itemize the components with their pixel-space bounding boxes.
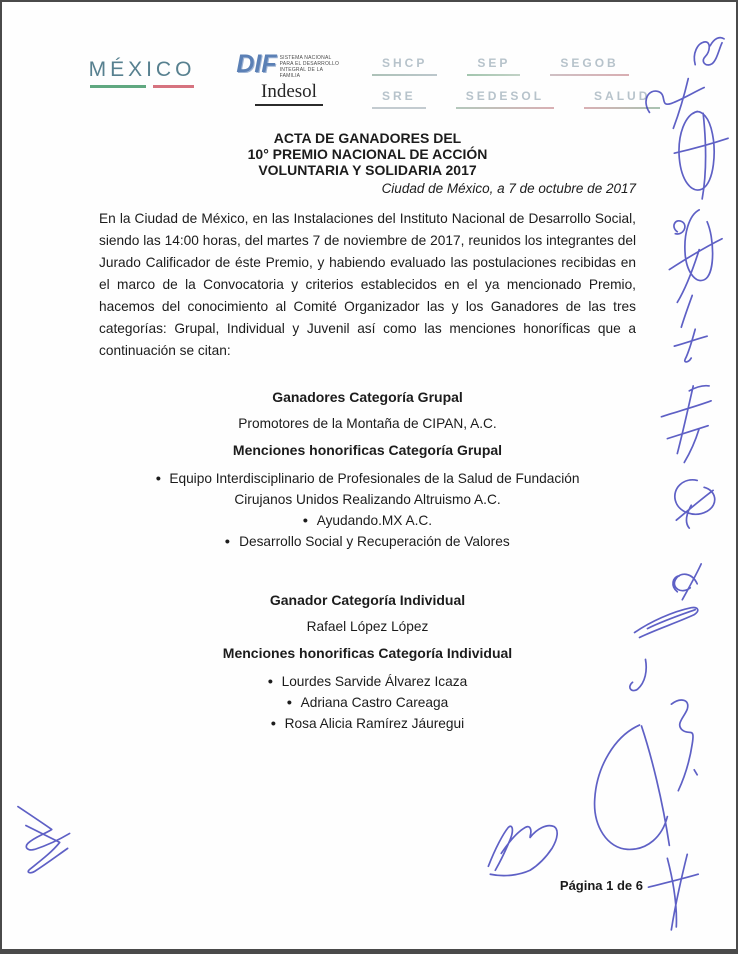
heading-ganadores-grupal: Ganadores Categoría Grupal [272, 389, 463, 405]
logo-segob-text: SEGOB [560, 56, 619, 70]
logo-sedesol-text: SEDESOL [465, 89, 545, 103]
mentions-list-individual [99, 671, 636, 734]
mention-text: Desarrollo Social y Recuperación de Valores [239, 534, 510, 549]
dif-tagline-line: PARA EL DESARROLLO [279, 61, 340, 67]
signature-crossed-f-icon [661, 386, 711, 463]
title-line-2: 10° PREMIO NACIONAL DE ACCIÓN [247, 146, 488, 162]
mention-item [99, 692, 636, 713]
bullet-icon: • [302, 512, 308, 529]
document-content [99, 2, 636, 734]
heading-menciones-individual: Menciones honorificas Categoría Individual [222, 645, 513, 661]
bullet-icon: • [286, 694, 292, 711]
mention-item [99, 713, 636, 734]
mention-text: Adriana Castro Careaga [300, 695, 449, 710]
logo-sep-text: SEP [477, 56, 511, 70]
mention-item [99, 510, 636, 531]
bullet-icon: • [225, 533, 231, 550]
mexico-logo-text: MÉXICO [88, 58, 196, 81]
logo-salud-text: SALUD [594, 89, 651, 103]
signature-d-loop-icon [675, 480, 715, 528]
bullet-icon: • [267, 673, 273, 690]
mention-item [129, 468, 607, 510]
dif-tagline-line: SISTEMA NACIONAL [279, 55, 332, 61]
page-number: Página 1 de 6 [559, 878, 643, 893]
signature-z-squiggle-icon [671, 700, 697, 791]
logo-shcp-text: SHCP [382, 56, 428, 70]
indesol-logo-text: Indesol [255, 81, 323, 106]
signature-initials-top-right-icon [694, 38, 724, 65]
dateline: Ciudad de México, a 7 de octubre de 2017 [381, 181, 636, 196]
signature-small-d-icon [673, 564, 701, 600]
mentions-list-grupal [99, 468, 636, 552]
winner-individual: Rafael López López [306, 619, 429, 634]
mention-text: Rosa Alicia Ramírez Jáuregui [284, 716, 465, 731]
signature-tail-stroke-icon [681, 295, 692, 327]
signature-tall-ellipse-icon [674, 111, 728, 199]
mention-text: Ayudando.MX A.C. [316, 513, 433, 528]
signature-crossed-a-bottom-icon [648, 854, 698, 930]
mention-text: Lourdes Sarvide Álvarez Icaza [281, 674, 468, 689]
body-paragraph: En la Ciudad de México, en las Instalaciones del Instituto Nacional de Desarrollo Social, siendo las 14:00 horas, del martes 7 de noviembre de 2017, reunidos los integrantes del Jurado Calificador de éste Premio, y habiendo evaluado las postulaciones recibidas en el marco de la Convocatoria y criterios establecidos en el ya mencionado Premio, hacemos del conocimiento al Comité Organizador las y los Ganadores de las tres categorías: Grupal, Individual y Juvenil así como las menciones honoríficas que a continuación se citan: [99, 211, 636, 358]
dif-logo-text: DIF [236, 50, 277, 78]
document-title [99, 130, 636, 178]
mention-text: Equipo Interdisciplinario de Profesionales de la Salud de Fundación Cirujanos Unidos Realizando Altruismo A.C. [169, 471, 580, 507]
heading-menciones-grupal: Menciones honorificas Categoría Grupal [232, 442, 503, 458]
title-line-1: ACTA DE GANADORES DEL [273, 130, 462, 146]
signature-plus-mark-icon [674, 329, 707, 362]
title-line-3: VOLUNTARIA Y SOLIDARIA 2017 [258, 162, 477, 178]
signature-lower-ellipse-icon [669, 210, 722, 302]
signature-big-oval-icon [595, 725, 670, 849]
signature-bottom-center-m-icon [488, 826, 557, 876]
dif-tagline-line: INTEGRAL DE LA FAMILIA [279, 67, 323, 79]
signature-horizontal-scribble-icon [635, 608, 698, 638]
bullet-icon: • [270, 715, 276, 732]
logo-sre-text: SRE [382, 89, 416, 103]
heading-ganador-individual: Ganador Categoría Individual [269, 592, 466, 608]
signature-bottom-left-icon [18, 807, 70, 873]
mention-item [99, 671, 636, 692]
winner-grupal: Promotores de la Montaña de CIPAN, A.C. [238, 416, 497, 431]
mention-item [99, 531, 636, 552]
bullet-icon: • [155, 470, 161, 487]
